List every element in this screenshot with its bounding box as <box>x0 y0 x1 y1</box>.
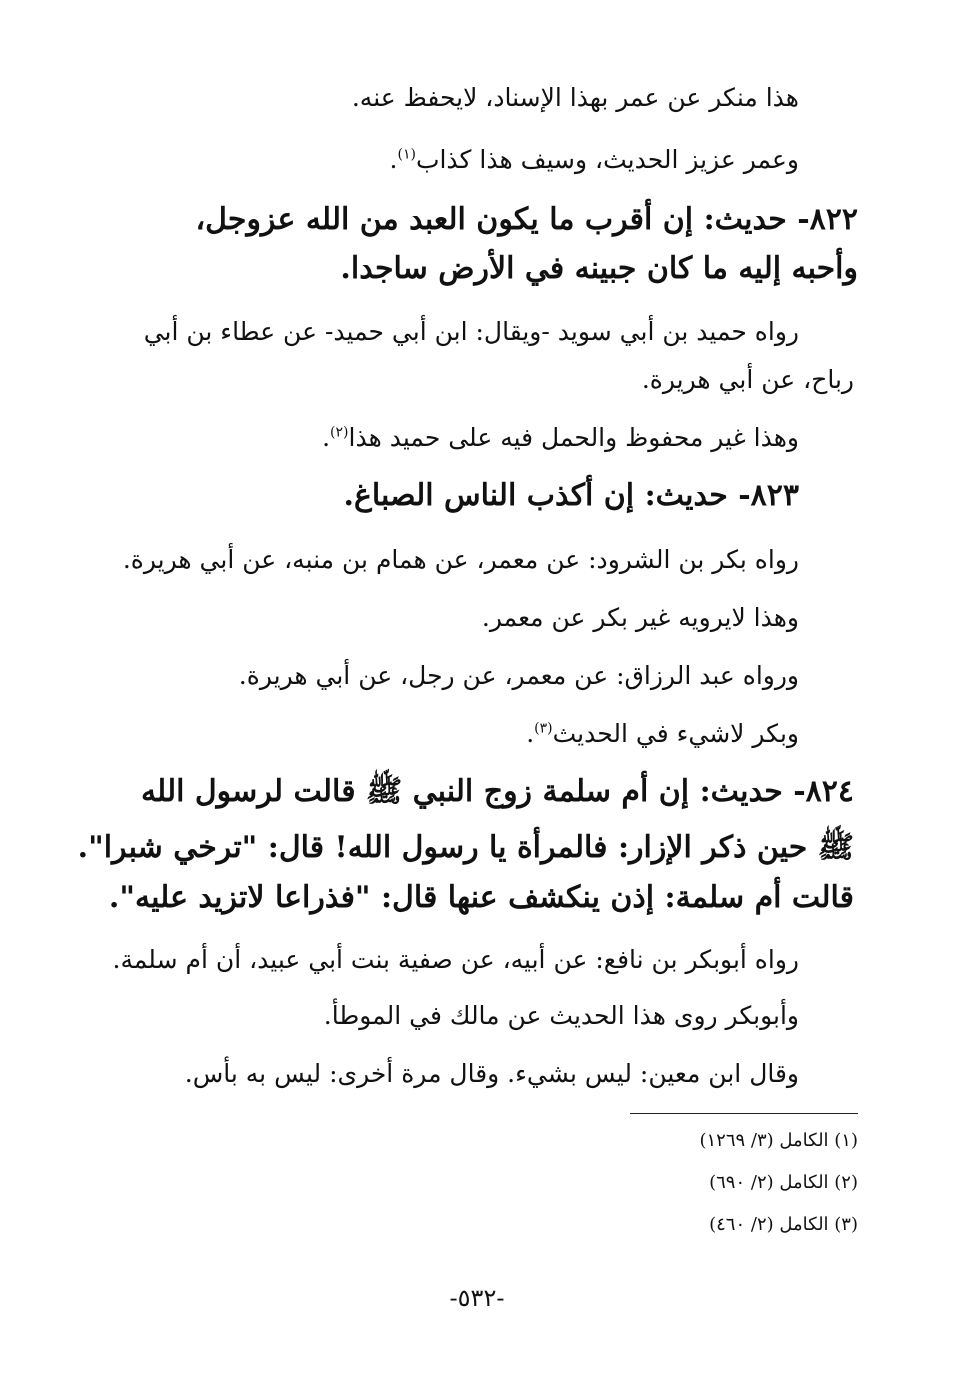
text-line <box>0 1054 954 1094</box>
paragraph-text: وهذا غير محفوظ والحمل فيه على حميد هذا <box>348 423 799 452</box>
hadith-heading-text: ٨٢٢- حديث: إن أقرب ما يكون العبد من الله عزوجل، <box>195 202 858 237</box>
paragraph-text: وعمر عزيز الحديث، وسيف هذا كذاب <box>415 145 799 174</box>
hadith-heading <box>0 247 954 291</box>
text-line <box>0 78 954 118</box>
hadith-heading <box>0 198 954 242</box>
text-line <box>0 714 954 754</box>
paragraph-text: رواه أبوبكر بن نافع: عن أبيه، عن صفية بنت أبي عبيد، أن أم سلمة. <box>112 945 799 974</box>
paragraph-text: رباح، عن أبي هريرة. <box>641 365 854 394</box>
text-line <box>0 996 954 1036</box>
footnote-text: (٣) الكامل (٢/ ٤٦٠) <box>709 1214 858 1235</box>
hadith-heading-text: قالت أم سلمة: إذن ينكشف عنها قال: "فذراعا لاتزيد عليه". <box>108 880 854 915</box>
text-line <box>0 540 954 580</box>
paragraph-text: رواه بكر بن الشرود: عن معمر، عن همام بن منبه، عن أبي هريرة. <box>122 545 799 574</box>
punctuation: . <box>389 145 398 174</box>
hadith-heading <box>0 876 954 920</box>
footnote-ref[interactable]: (٣) <box>534 720 553 737</box>
paragraph-text: هذا منكر عن عمر بهذا الإسناد، لايحفظ عنه. <box>351 83 799 112</box>
hadith-heading <box>0 474 954 518</box>
footnote <box>0 1170 954 1196</box>
paragraph-text: رواه حميد بن أبي سويد -ويقال: ابن أبي حميد- عن عطاء بن أبي <box>143 317 799 346</box>
footnote-ref[interactable]: (١) <box>397 146 416 163</box>
paragraph-text: وأبوبكر روى هذا الحديث عن مالك في الموطأ. <box>323 1001 799 1030</box>
text-line <box>0 360 954 400</box>
text-line <box>0 598 954 638</box>
text-line <box>0 656 954 696</box>
text-line <box>0 312 954 352</box>
page-number: -٥٣٢- <box>449 1284 505 1312</box>
footnote <box>0 1212 954 1238</box>
punctuation: . <box>322 423 331 452</box>
paragraph-text: ورواه عبد الرزاق: عن معمر، عن رجل، عن أبي هريرة. <box>238 661 799 690</box>
text-line <box>0 418 954 458</box>
footnote-text: (١) الكامل (٣/ ١٢٦٩) <box>699 1130 858 1151</box>
hadith-heading-text: ٨٢٣- حديث: إن أكذب الناس الصباغ. <box>343 478 799 513</box>
footnote-ref[interactable]: (٢) <box>330 424 349 441</box>
paragraph-text: وقال ابن معين: ليس بشيء. وقال مرة أخرى: ليس به بأس. <box>184 1059 799 1088</box>
paragraph-text: وهذا لايرويه غير بكر عن معمر. <box>481 603 799 632</box>
hadith-heading-text: ﷺ حين ذكر الإزار: فالمرأة يا رسول الله! قال: "ترخي شبرا". <box>77 830 854 865</box>
footnote-text: (٢) الكامل (٢/ ٦٩٠) <box>709 1172 858 1193</box>
hadith-heading <box>0 826 954 870</box>
text-line <box>0 940 954 980</box>
hadith-heading-text: ٨٢٤- حديث: إن أم سلمة زوج النبي ﷺ قالت لرسول الله <box>140 774 854 809</box>
hadith-heading <box>0 770 954 814</box>
footnote <box>0 1128 954 1154</box>
punctuation: . <box>526 719 535 748</box>
paragraph-text: وبكر لاشيء في الحديث <box>552 719 799 748</box>
text-line <box>0 140 954 180</box>
hadith-heading-text: وأحبه إليه ما كان جبينه في الأرض ساجدا. <box>340 251 858 286</box>
